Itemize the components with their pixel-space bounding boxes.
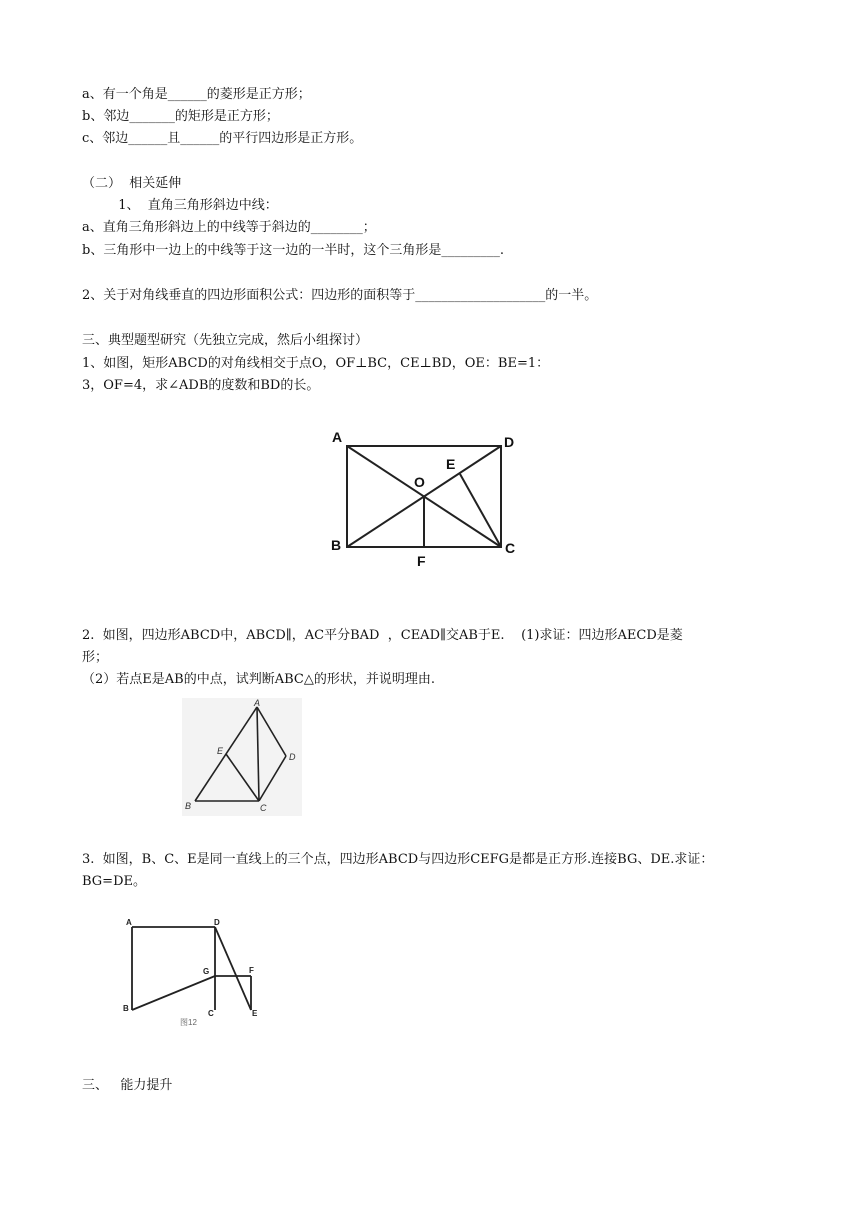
problem-2-line-3: （2）若点E是AB的中点，试判断ABC△的形状，并说明理由.	[82, 672, 435, 687]
label-o: O	[414, 474, 425, 490]
label-d: D	[289, 752, 296, 762]
figure-caption: 图12	[180, 1018, 197, 1027]
label-a: A	[126, 918, 132, 927]
problem-2-line-1: 2. 如图，四边形ABCD中，ABCD∥，AC平分BAD ，CEAD∥交AB于E. (1)求证：四边形AECD是菱	[82, 628, 683, 643]
label-e: E	[217, 746, 224, 756]
figure-rectangle-abcd	[320, 420, 530, 580]
problem-2-line-2: 形；	[82, 650, 109, 665]
text-line-8: 2、关于对角线垂直的四边形面积公式：四边形的面积等于____________________的一半。	[82, 288, 598, 303]
label-e: E	[446, 456, 456, 472]
label-a: A	[254, 698, 261, 708]
figure-two-squares	[118, 910, 268, 1030]
label-b: B	[331, 537, 342, 553]
label-d: D	[214, 918, 220, 927]
problem-1-line-2: 3，OF=4，求∠ADB的度数和BD的长。	[82, 378, 320, 393]
segment-bg	[132, 976, 215, 1010]
section-heading-ability: 三、 能力提升	[82, 1078, 173, 1093]
label-g: G	[203, 967, 210, 976]
segment-ce	[460, 474, 501, 547]
label-c: C	[505, 540, 516, 556]
label-e: E	[252, 1009, 258, 1018]
label-b: B	[123, 1004, 129, 1013]
text-line-1: a、有一个角是______的菱形是正方形；	[82, 87, 311, 102]
label-f: F	[417, 553, 426, 569]
text-line-3: c、邻边______且______的平行四边形是正方形。	[82, 131, 363, 146]
problem-1-line-1: 1、如图，矩形ABCD的对角线相交于点O，OF⊥BC，CE⊥BD，OE：BE=1：	[82, 356, 550, 371]
figure-quadrilateral-abcd	[182, 698, 302, 816]
text-line-2: b、邻边_______的矩形是正方形；	[82, 109, 279, 124]
label-a: A	[332, 429, 343, 445]
label-f: F	[249, 966, 254, 975]
label-d: D	[504, 434, 515, 450]
label-c: C	[208, 1009, 214, 1018]
problem-3-line-2: BG=DE。	[82, 874, 146, 889]
text-line-7: b、三角形中一边上的中线等于这一边的一半时，这个三角形是_________.	[82, 243, 504, 258]
label-b: B	[185, 801, 192, 811]
section-heading-extension: （二） 相关延伸	[82, 176, 182, 191]
text-line-5: 1、 直角三角形斜边中线：	[110, 198, 278, 213]
label-c: C	[260, 803, 267, 813]
section-heading-typical: 三、典型题型研究（先独立完成，然后小组探讨）	[82, 333, 369, 348]
text-line-6: a、直角三角形斜边上的中线等于斜边的________；	[82, 220, 376, 235]
segment-de	[215, 927, 251, 1010]
problem-3-line-1: 3. 如图，B、C、E是同一直线上的三个点，四边形ABCD与四边形CEFG是都是正方形.连接BG、DE.求证：	[82, 852, 714, 867]
